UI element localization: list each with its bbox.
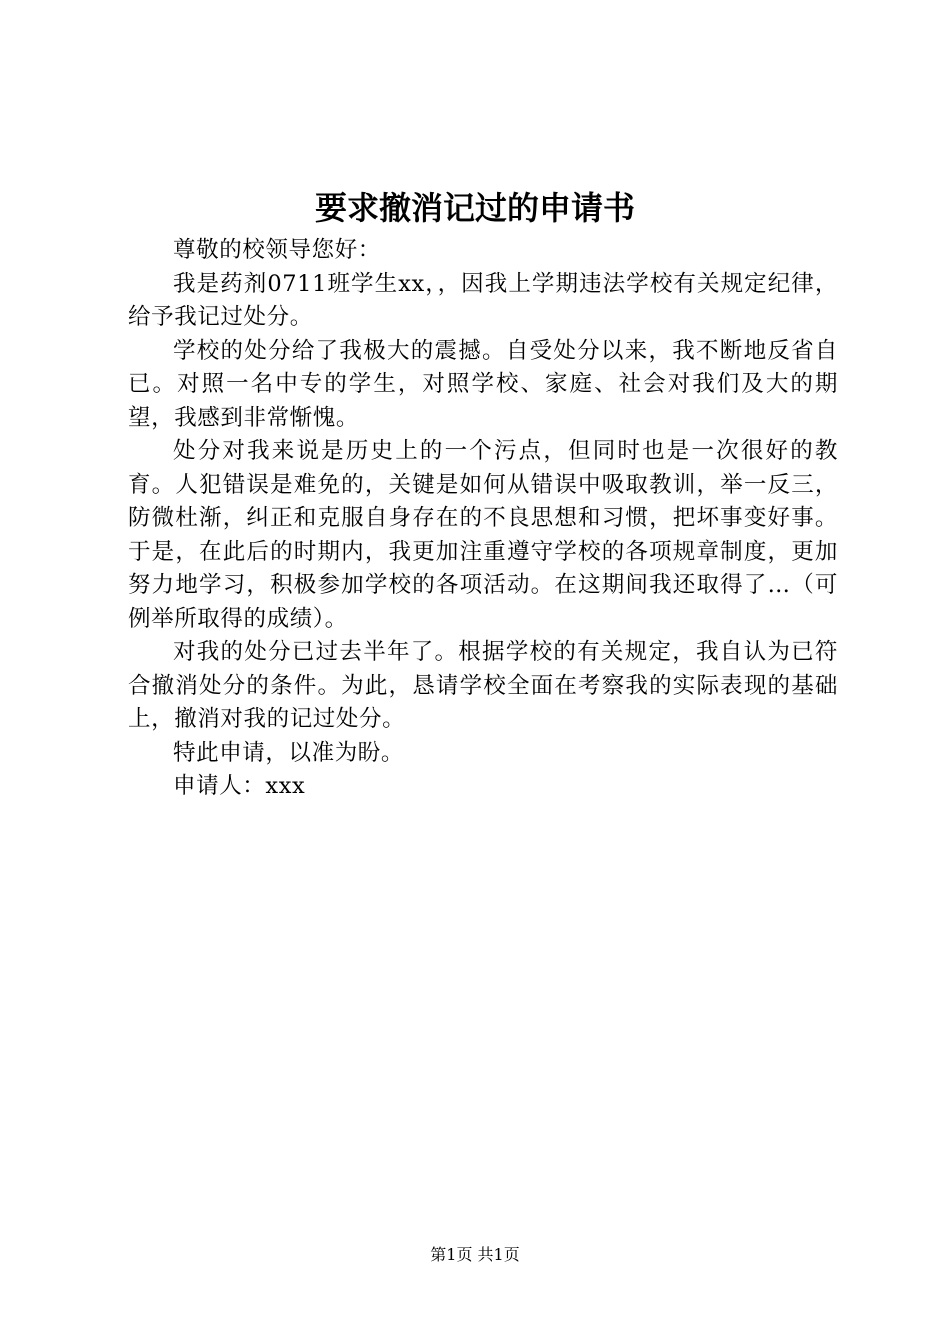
document-body [128, 234, 838, 804]
document-title: 要求撤消记过的申请书 [314, 189, 635, 227]
closing-line: 特此申请，以准为盼。 [173, 739, 405, 766]
paragraph-intro: 我是药剂0711班学生xx，，因我上学期违法学校有关规定纪律，给予我记过处分。 [128, 270, 838, 330]
salutation: 尊敬的校领导您好： [173, 237, 381, 263]
paragraph-request: 对我的处分已过去半年了。根据学校的有关规定，我自认为已符合撤消处分的条件。为此，恳请学校全面在考察我的实际表现的基础上，撤消对我的记过处分。 [128, 639, 838, 732]
page-footer: 第1页 共1页 [430, 1245, 520, 1264]
applicant-signature: 申请人：xxx [173, 773, 306, 799]
paragraph-reflection: 学校的处分给了我极大的震撼。自受处分以来，我不断地反省自已。对照一名中专的学生，对照学校、家庭、社会对我们及大的期望，我感到非常惭愧。 [128, 337, 838, 431]
paragraph-lesson: 处分对我来说是历史上的一个污点，但同时也是一次很好的教育。人犯错误是难免的，关键是如何从错误中吸取教训，举一反三，防微杜渐，纠正和克服自身存在的不良思想和习惯，把坏事变好事。于是，在此后的时期内，我更加注重遵守学校的各项规章制度，更加努力地学习，积极参加学校的各项活动。在这期间我还取得了…（可例举所取得的成绩）。 [128, 438, 838, 632]
